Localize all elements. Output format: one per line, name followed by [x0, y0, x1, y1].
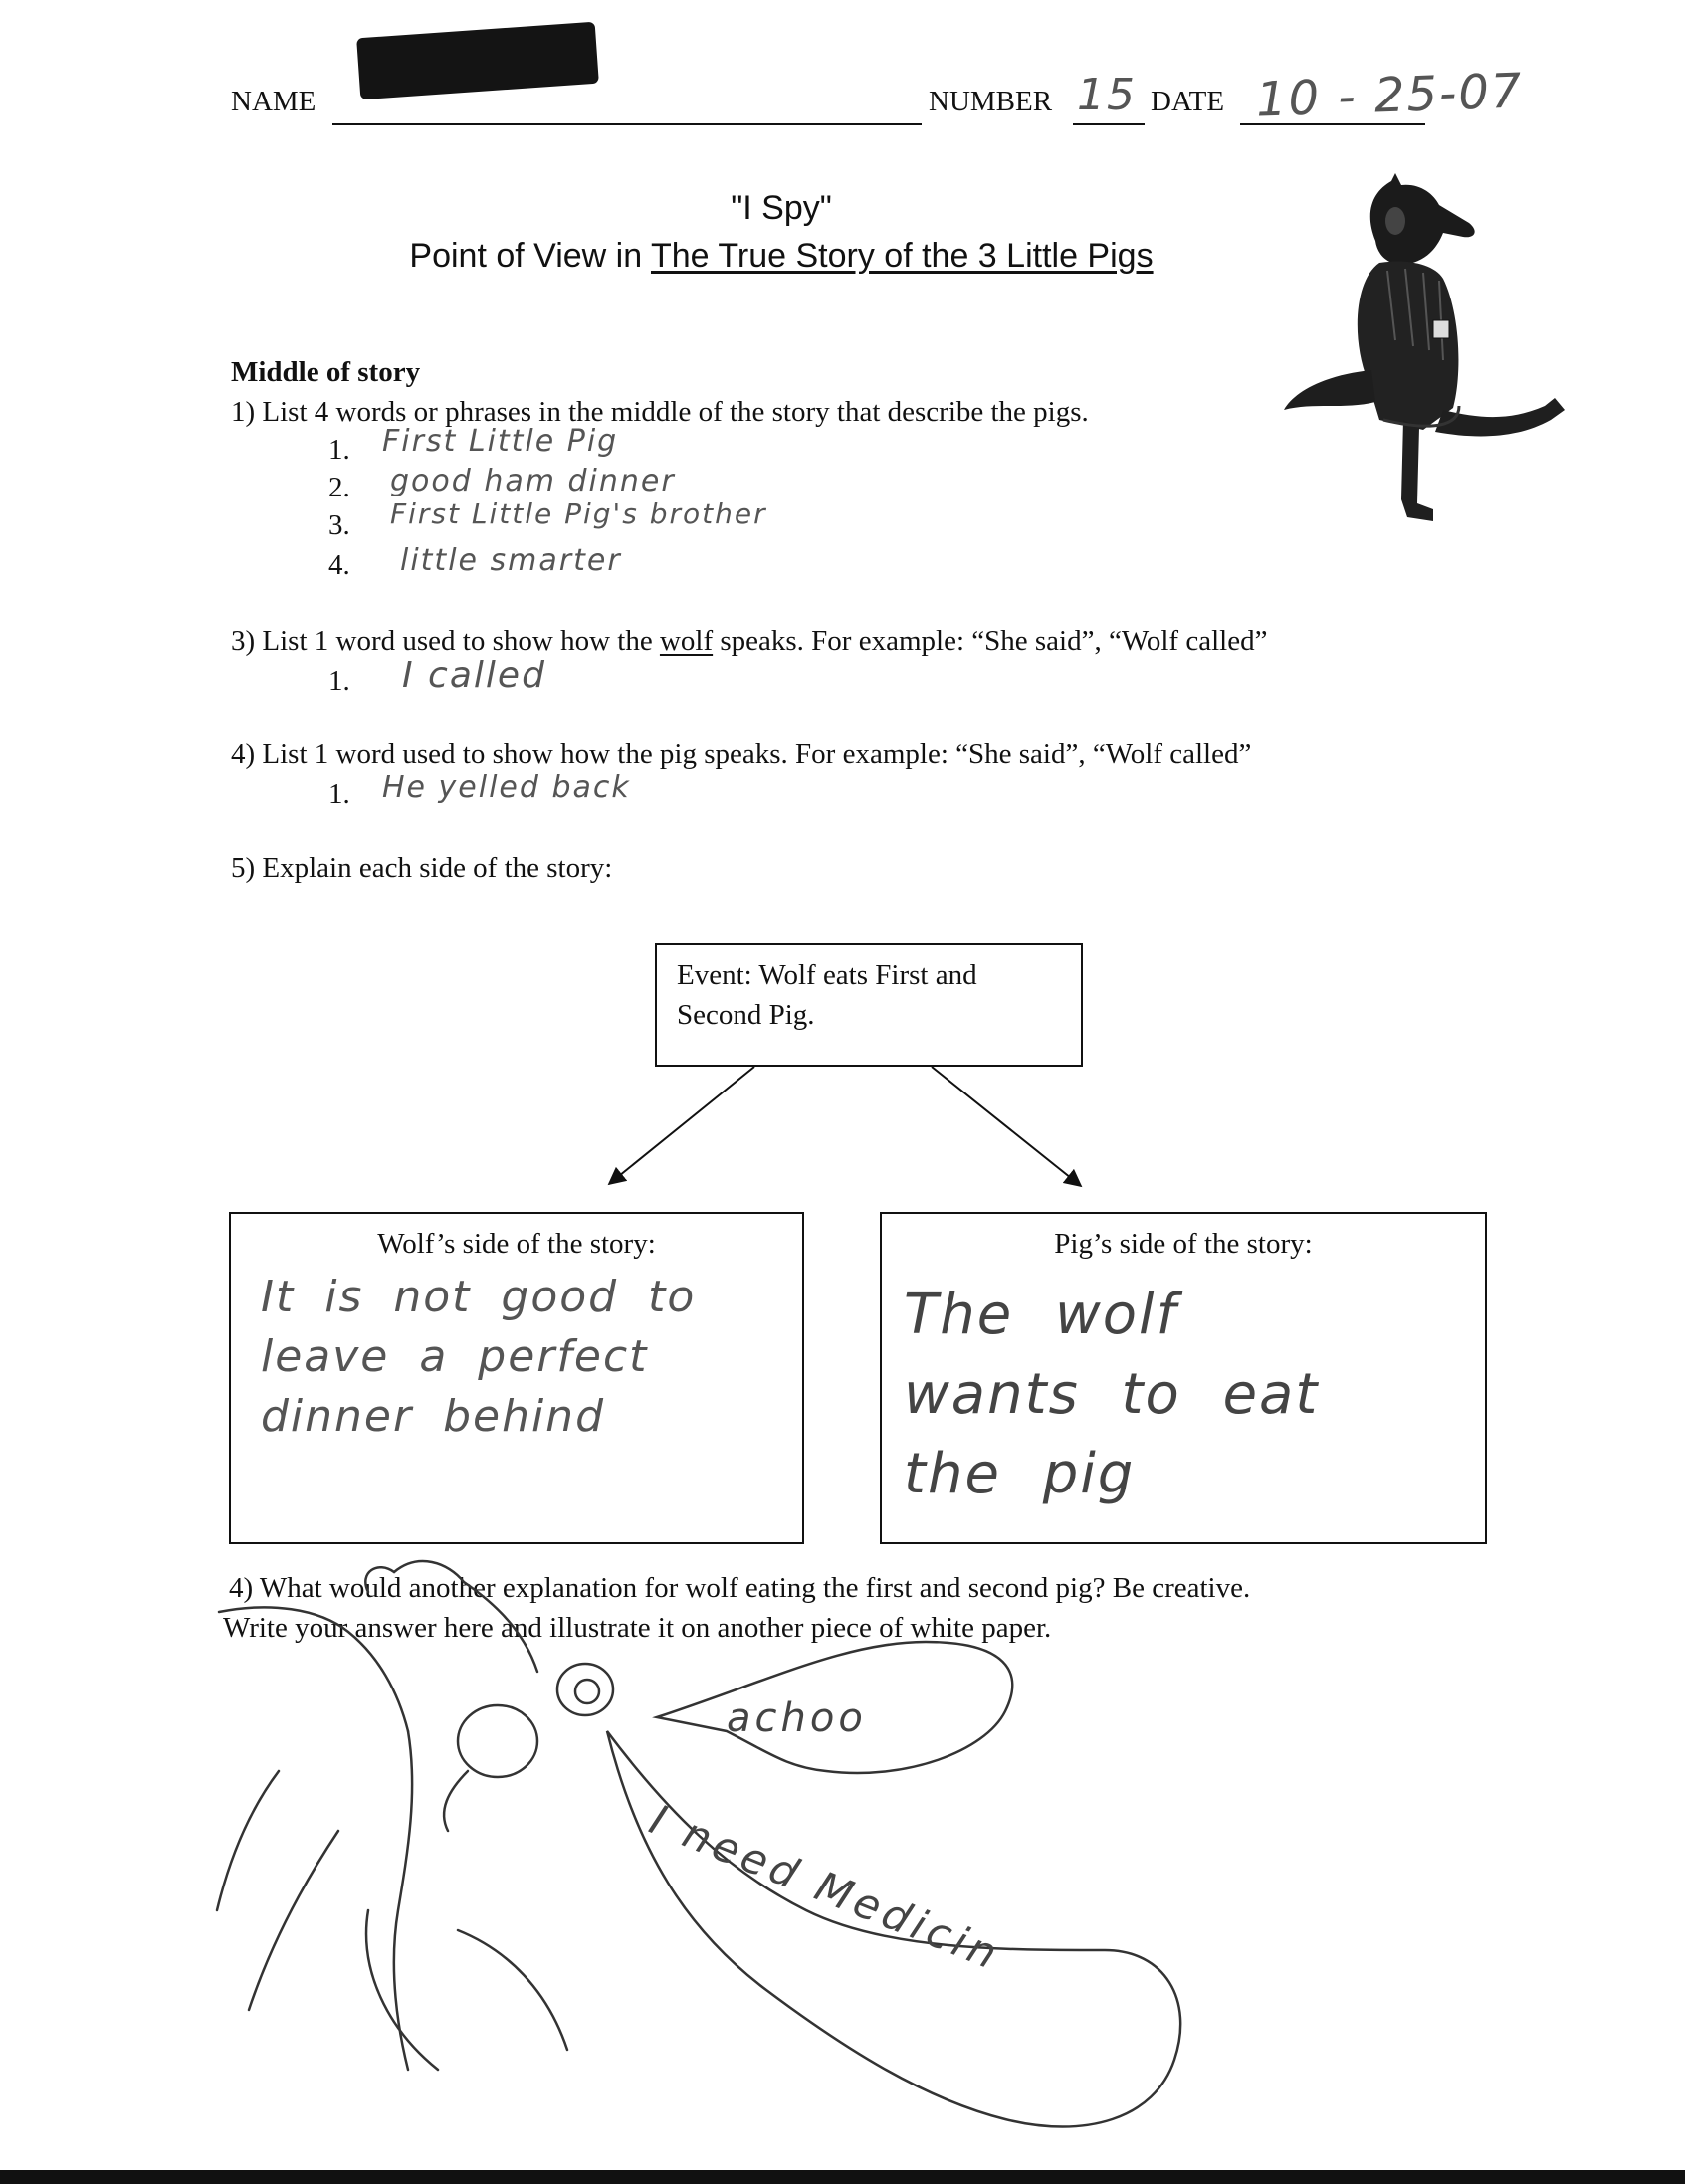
event-box: [655, 943, 1083, 1067]
bubble1-text: achoo: [727, 1695, 867, 1741]
q1-item1-answer: First Little Pig: [382, 424, 619, 459]
name-scribble: [356, 22, 599, 100]
pig-side-label: Pig’s side of the story:: [1054, 1228, 1313, 1260]
q1-item2-answer: good ham dinner: [390, 464, 676, 498]
wolf-side-answer: It is not good to leave a perfect dinner behind: [261, 1272, 697, 1442]
title-line1: "I Spy": [731, 189, 832, 227]
section-heading: Middle of story: [231, 356, 421, 388]
wolf-side-label: Wolf’s side of the story:: [377, 1228, 656, 1260]
name-field[interactable]: [332, 123, 922, 125]
date-label: DATE: [1151, 86, 1225, 117]
q4a-text: 4) List 1 word used to show how the pig speaks. For example: “She said”, “Wolf called”: [231, 738, 1252, 770]
book-title: The True Story of the 3 Little Pigs: [650, 237, 1154, 275]
wolf-side-box[interactable]: [229, 1212, 804, 1544]
diagram-arrows: [597, 1063, 1095, 1202]
q1-item2-num: 2.: [328, 472, 350, 503]
q3-text-emph: wolf: [659, 625, 714, 657]
event-text: Event: Wolf eats First and Second Pig.: [677, 959, 977, 1031]
q1-item1-num: 1.: [328, 434, 350, 466]
q4a-item-num: 1.: [328, 778, 350, 810]
title-prefix: Point of View in: [409, 237, 651, 275]
q1-item3-num: 3.: [328, 509, 350, 541]
child-drawing: [209, 1532, 1204, 2169]
q4b-line1: 4) What would another explanation for wolf eating the first and second pig? Be creative.: [229, 1572, 1251, 1604]
number-label: NUMBER: [929, 86, 1053, 117]
name-label: NAME: [231, 86, 316, 117]
q1-item4-num: 4.: [328, 549, 350, 581]
bubble2-text: I need Medicin: [643, 1794, 1009, 1981]
q5-text: 5) Explain each side of the story:: [231, 852, 613, 884]
q3-text-after: speaks. For example: “She said”, “Wolf called”: [713, 625, 1268, 657]
pig-side-box[interactable]: [880, 1212, 1487, 1544]
date-value: 10 - 25-07: [1255, 63, 1525, 128]
q1-item3-answer: First Little Pig's brother: [390, 497, 767, 530]
pig-side-answer: The wolf wants to eat the pig: [904, 1283, 1320, 1506]
q1-text: 1) List 4 words or phrases in the middle of the story that describe the pigs.: [231, 396, 1089, 428]
number-value: 15: [1077, 70, 1137, 120]
q4b-line2: Write your answer here and illustrate it on another piece of white paper.: [223, 1612, 1052, 1644]
q3-item-num: 1.: [328, 665, 350, 696]
wolf-illustration: [1284, 171, 1632, 534]
scan-bottom-edge: [0, 2170, 1685, 2184]
q3-answer: I called: [402, 655, 546, 695]
q3-text: [231, 625, 1267, 658]
q1-item4-answer: little smarter: [400, 543, 622, 578]
q4a-answer: He yelled back: [382, 770, 631, 805]
number-field[interactable]: [1073, 123, 1145, 125]
q3-text-before: 3) List 1 word used to show how the: [231, 625, 660, 657]
